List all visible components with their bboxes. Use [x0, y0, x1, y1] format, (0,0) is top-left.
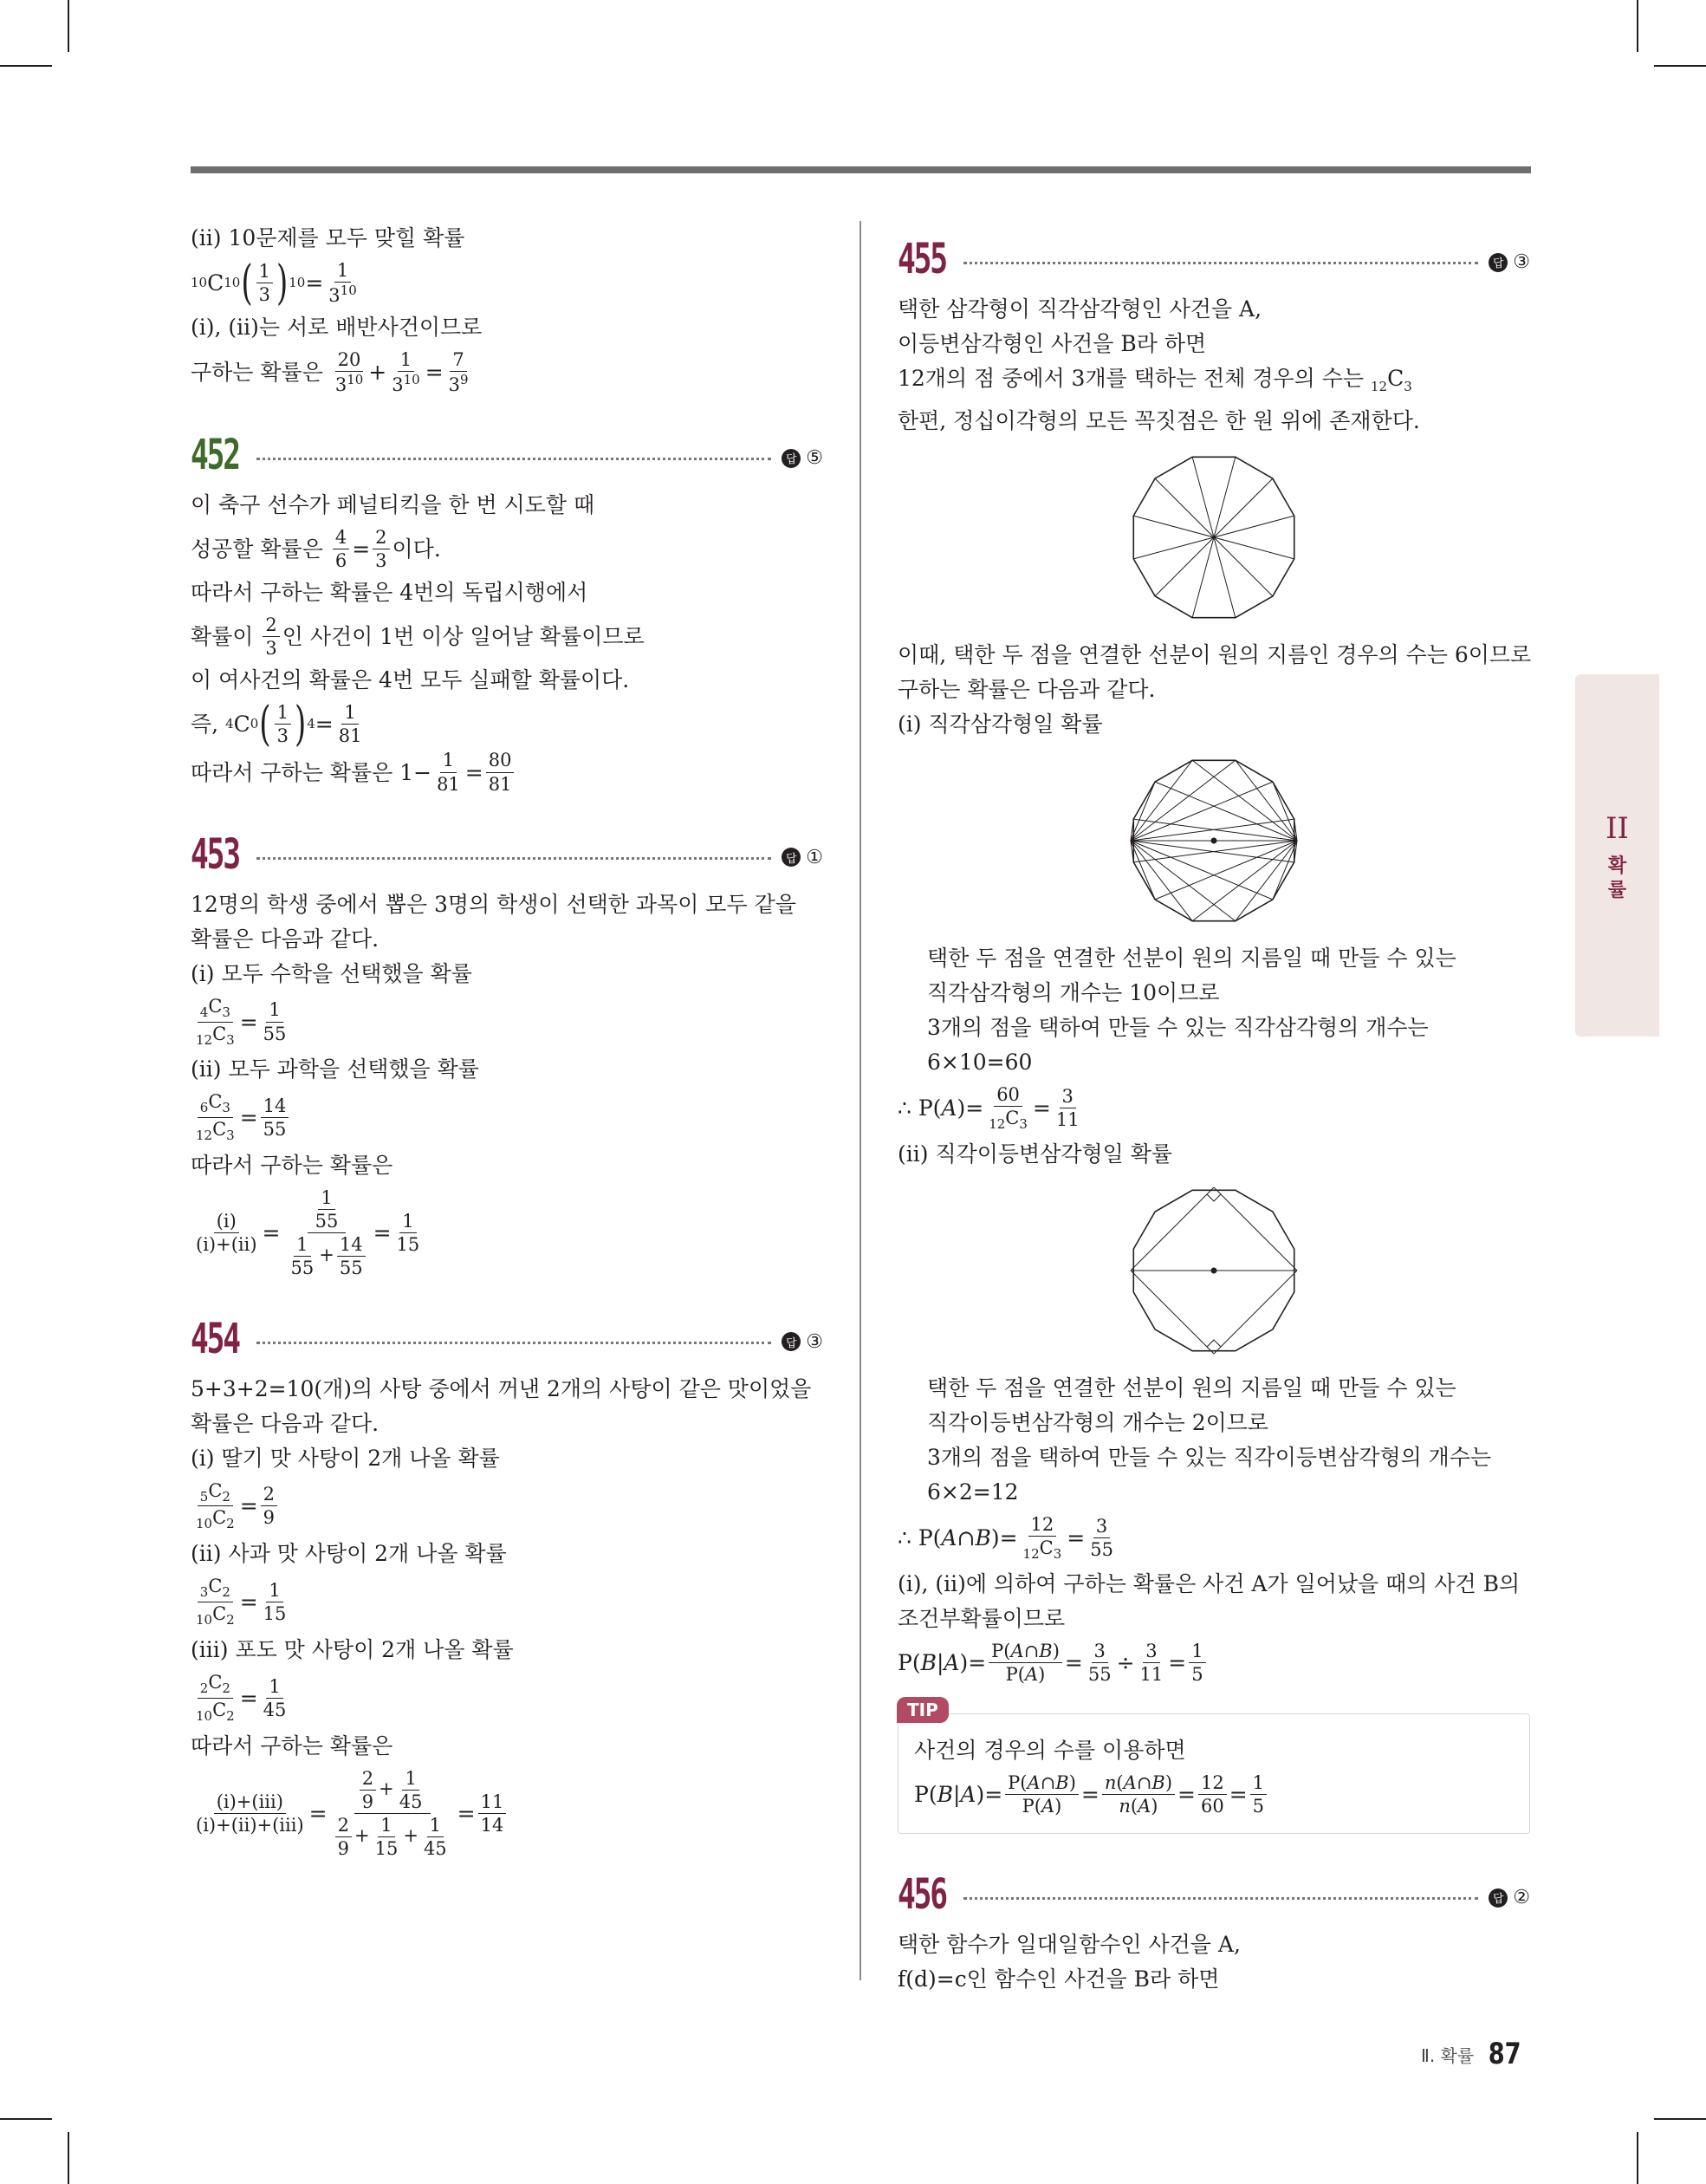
answer-icon: 답 — [1489, 253, 1508, 272]
dotted-leader — [963, 1897, 1478, 1900]
case-label: (ii) 직각이등변삼각형일 확률 — [898, 1141, 1173, 1167]
center-dot — [1211, 838, 1217, 844]
text-line: 한편, 정십이각형의 모든 꼭짓점은 한 원 위에 존재한다. — [898, 408, 1420, 433]
formula-result-455: P( B | A )= $\frac{P(A\cap B)}{P(A)}$ = $\frac{3}{55}$ ÷ $\frac{3}{11}$ = $\frac{1}{5}$ — [898, 1641, 1530, 1684]
problem-number: 453 — [191, 829, 239, 879]
text-line: (i), (ii)에 의하여 구하는 확률은 사건 A가 일어났을 때의 사건 B의 — [898, 1570, 1521, 1596]
text-line: 구하는 확률은 다음과 같다. — [898, 677, 1156, 702]
text-line: 직각삼각형의 개수는 10이므로 — [927, 980, 1220, 1005]
answer-mark: 답 ① — [782, 847, 823, 868]
page-number: 87 — [1488, 2037, 1521, 2071]
text-line: 택한 두 점을 연결한 선분이 원의 지름일 때 만들 수 있는 — [927, 946, 1456, 971]
case-ii-label: (ii) 10문제를 모두 맞힐 확률 — [191, 225, 465, 250]
formula-result-453: $\frac{(i)}{(i)+(ii)}$ = $\frac{1}{55}$ $\frac{1}{55}$ + $\frac{14}{55}$ = $\frac{1}{15}$ — [196, 1187, 420, 1279]
formula-p-a: ∴ P( A )= $\frac{60}{_{12}C_3}$ = $\frac{3}{11}$ — [898, 1084, 1080, 1133]
answer-mark: 답 ③ — [782, 1331, 823, 1353]
triangle-side — [1131, 782, 1273, 841]
crop-mark — [1637, 2132, 1638, 2184]
formula-grape: $\frac{_2C_2}{_{10}C_2}$ = $\frac{1}{45}$ — [196, 1672, 287, 1725]
formula-result-451: 구하는 확률은 $\frac{20}{3^{10}}$ + $\frac{1}{3^{10}}$ = $\frac{7}{3^9}$ — [191, 349, 469, 396]
case-label: (ii) 모두 과학을 선택했을 확률 — [191, 1056, 479, 1082]
formula-science: $\frac{_6C_3}{_{12}C_3}$ = $\frac{14}{55}$ — [191, 1092, 823, 1143]
answer-mark: 답 ② — [1489, 1887, 1530, 1908]
isosceles-right-figure — [1127, 1184, 1301, 1357]
answer-mark: 답 ③ — [1489, 251, 1530, 273]
center-dot — [1211, 1267, 1217, 1273]
case-label: (i) 딸기 맛 사탕이 2개 나올 확률 — [191, 1445, 500, 1471]
exclusive-note: (i), (ii)는 서로 배반사건이므로 — [191, 315, 483, 341]
left-column — [191, 221, 823, 1863]
text-line: f(d)=c인 함수인 사건을 B라 하면 — [898, 1966, 1220, 1992]
problem-number: 456 — [898, 1870, 946, 1920]
dotted-leader — [256, 1342, 771, 1344]
text-line: 12개의 점 중에서 3개를 택하는 전체 경우의 수는 $_{12}C_3$ — [898, 366, 1412, 394]
text-line: 따라서 구하는 확률은 — [191, 1733, 393, 1759]
dotted-leader — [256, 857, 771, 860]
text-line: 확률이 $\frac{2}{3}$ 인 사건이 1번 이상 일어날 확률이므로 — [191, 614, 645, 660]
formula-result-452: 따라서 구하는 확률은 1− $\frac{1}{81}$ = $\frac{80}{81}$ — [191, 751, 823, 793]
text-line: 3개의 점을 택하여 만들 수 있는 직각삼각형의 개수는 — [927, 1015, 1429, 1040]
answer-icon: 답 — [782, 449, 801, 468]
answer-icon: 답 — [782, 848, 801, 867]
column-divider — [859, 221, 861, 1980]
triangle-side — [1214, 1271, 1297, 1354]
answer-mark: 답 ⑤ — [782, 447, 823, 469]
text-line: 조건부확률이므로 — [898, 1605, 1066, 1631]
figure-isosceles-right — [898, 1184, 1530, 1357]
text-line: 3개의 점을 택하여 만들 수 있는 직각이등변삼각형의 개수는 — [927, 1444, 1492, 1470]
answer-icon: 답 — [782, 1332, 801, 1351]
formula-case-ii: 10 C 10 ( $\frac{1}{3}$ ) 10 = $\frac{1}{3^{10}}$ — [191, 255, 357, 311]
chapter-side-tab — [1575, 674, 1659, 1037]
figure-dodecagon-diameters — [898, 451, 1530, 624]
formula-p-a-and-b: ∴ P( A ∩ B )= $\frac{12}{_{12}C_3}$ = $\frac{3}{55}$ — [898, 1513, 1113, 1563]
problem-header-456 — [898, 1860, 1530, 1920]
right-angle-mark — [1207, 1340, 1221, 1347]
dotted-leader — [256, 458, 771, 460]
text-line: 이때, 택한 두 점을 연결한 선분이 원의 지름인 경우의 수는 6이므로 — [898, 642, 1532, 667]
right-column — [898, 221, 1530, 1997]
triangle-side — [1214, 1187, 1297, 1271]
formula-result-454: $\frac{\text{(i)+(iii)}}{\text{(i)+(ii)+(iii)}}$ = $\frac{2}{9}$ + $\frac{1}{45}$ $\frac{2}{9}$ + $\frac{1}{15}$ + $\frac{1}{45}$ = $\frac{11}{14}$ — [191, 1769, 823, 1858]
triangle-side — [1155, 841, 1297, 900]
text-line: 5+3+2=10(개)의 사탕 중에서 꺼낸 2개의 사탕이 같은 맛이었을 — [191, 1375, 812, 1401]
top-rule — [191, 166, 1531, 173]
text-line: 이 여사건의 확률은 4번 모두 실패할 확률이다. — [191, 667, 630, 693]
triangle-side — [1131, 1187, 1214, 1271]
problem-header-452 — [191, 420, 823, 480]
text-line: 이 축구 선수가 페널티킥을 한 번 시도할 때 — [191, 492, 595, 518]
problem-header-455 — [898, 224, 1530, 283]
problem-number: 454 — [191, 1314, 239, 1363]
crop-mark — [1637, 0, 1638, 52]
chapter-numeral: II — [1605, 811, 1629, 846]
text-line: 확률은 다음과 같다. — [191, 1410, 379, 1436]
case-label: (iii) 포도 맛 사탕이 2개 나올 확률 — [191, 1637, 514, 1663]
text-line: 직각이등변삼각형의 개수는 2이므로 — [927, 1409, 1269, 1435]
tip-box — [898, 1700, 1530, 1834]
dodecagon-figure — [1127, 451, 1301, 624]
text-line: 따라서 구하는 확률은 — [191, 1153, 393, 1179]
text-line: 택한 함수가 일대일함수인 사건을 A, — [898, 1932, 1241, 1958]
problem-number: 455 — [898, 235, 946, 283]
text-line: 이등변삼각형인 사건을 B라 하면 — [898, 331, 1207, 356]
formula-complement: 즉, 4 C 0 ( $\frac{1}{3}$ ) 4 = $\frac{1}{81}$ — [191, 696, 362, 752]
tip-formula: P( B | A )= $\frac{P(A\cap B)}{P(A)}$ = $\frac{n(A\cap B)}{n(A)}$ = $\frac{12}{60}$ = $\frac{1}{5}$ — [914, 1773, 1514, 1816]
triangle-side — [1131, 841, 1273, 900]
page-footer — [1421, 2037, 1526, 2071]
triangle-side — [1155, 782, 1297, 841]
text-line: 12명의 학생 중에서 뽑은 3명의 학생이 선택한 과목이 모두 같을 — [191, 891, 796, 917]
chapter-label: 확률 — [1607, 855, 1627, 901]
problem-header-453 — [191, 820, 823, 879]
case-label: (i) 직각삼각형일 확률 — [898, 712, 1103, 737]
text-line: 따라서 구하는 확률은 4번의 독립시행에서 — [191, 580, 588, 606]
crop-mark — [0, 2118, 52, 2120]
triangle-side — [1131, 1271, 1214, 1354]
footer-section: Ⅱ. 확률 — [1421, 2044, 1475, 2066]
text-line: 6×10=60 — [927, 1050, 1033, 1075]
dotted-leader — [963, 262, 1478, 264]
problem-header-454 — [191, 1304, 823, 1363]
case-label: (i) 모두 수학을 선택했을 확률 — [191, 960, 472, 986]
answer-icon: 답 — [1489, 1888, 1508, 1908]
formula-strawberry: $\frac{_5C_2}{_{10}C_2}$ = $\frac{2}{9}$ — [191, 1481, 823, 1532]
right-angle-mark — [1207, 1194, 1221, 1201]
crop-mark — [1654, 2118, 1706, 2120]
problem-number: 452 — [191, 431, 239, 480]
figure-right-triangles — [898, 754, 1530, 927]
crop-mark — [1654, 65, 1706, 67]
crop-mark — [68, 0, 69, 52]
right-triangles-figure — [1127, 754, 1301, 927]
tip-label: TIP — [897, 1697, 949, 1723]
tip-text: 사건의 경우의 수를 이용하면 — [914, 1738, 1186, 1764]
crop-mark — [68, 2132, 69, 2184]
crop-mark — [0, 65, 52, 67]
text-line: 확률은 다음과 같다. — [191, 926, 379, 952]
text-line: 택한 삼각형이 직각삼각형인 사건을 A, — [898, 296, 1262, 322]
case-label: (ii) 사과 맛 사탕이 2개 나올 확률 — [191, 1541, 507, 1567]
formula-apple: $\frac{_3C_2}{_{10}C_2}$ = $\frac{1}{15}$ — [196, 1576, 287, 1628]
text-line: 성공할 확률은 $\frac{4}{6}$ = $\frac{2}{3}$ 이다. — [191, 527, 441, 572]
text-line: 택한 두 점을 연결한 선분이 원의 지름일 때 만들 수 있는 — [927, 1375, 1456, 1401]
formula-math: $\frac{_4C_3}{_{12}C_3}$ = $\frac{1}{55}$ — [196, 995, 287, 1048]
text-line: 6×2=12 — [927, 1479, 1019, 1505]
